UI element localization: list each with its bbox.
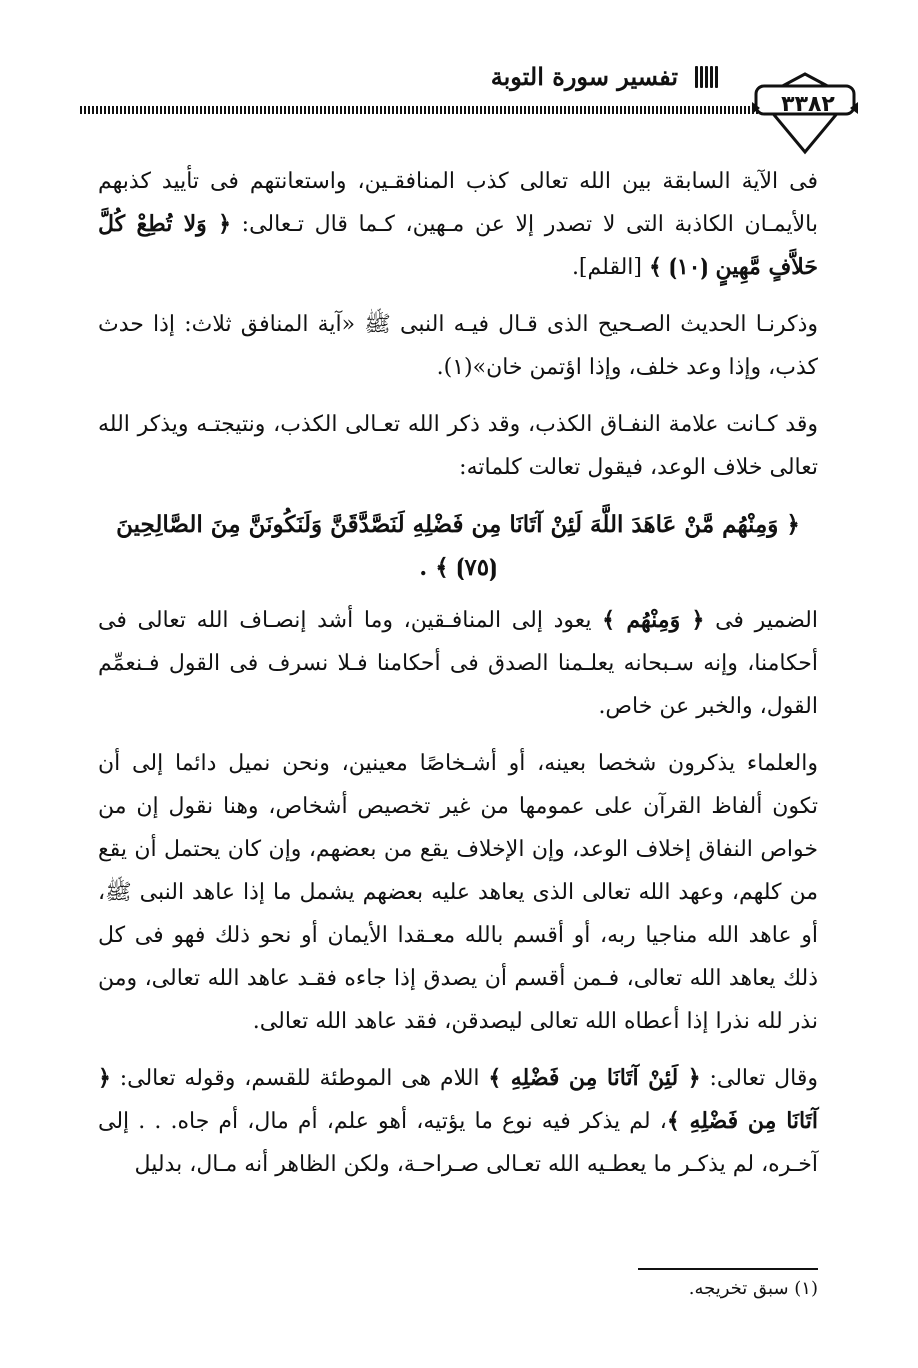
paragraph-2: وذكرنـا الحديث الصـحيح الذى قـال فيـه النبى ﷺ «آية المنافق ثلاث: إذا حدث كذب، وإذا وعد خلف، وإذا اؤتمن خان»(١).: [98, 312, 818, 380]
quran-verse: ﴿ وَمِنْهُم مَّنْ عَاهَدَ اللَّهَ لَئِنْ آتَانَا مِن فَضْلِهِ لَنَصَّدَّقَنَّ وَلَنَكُونَنَّ مِنَ الصَّالِحِينَ ⦗٧٥⦘ ﴾ .: [116, 511, 800, 581]
paragraph-4: الضمير فى ﴿ وَمِنْهُم ﴾ يعود إلى المنافـقين، وما أشد إنصـاف الله تعالى فى أحكامنا، وإنه سـبحانه يعلـمنا الصدق فى أحكامنا فـلا نسرف فى القول فـنعمِّم القول، والخبر عن خاص.: [98, 607, 818, 719]
footnote-rule: [638, 1268, 818, 1270]
quran-quote: ﴿ وَمِنْهُم ﴾: [602, 607, 705, 633]
quran-quote: ﴿ وَلا تُطِعْ كُلَّ حَلاَّفٍ مَّهِينٍ ⦗١٠⦘ ﴾: [98, 211, 818, 280]
paragraph-5: والعلماء يذكرون شخصا بعينه، أو أشـخاصًا معينين، ونحن نميل دائما إلى أن تكون ألفاظ القرآن على عمومها من غير تخصيص أشخاص، وهنا نقول إن من خواص النفاق إخلاف الوعد، وإن الإخلاف يقع من بعضهم، وإن كان يحتمل أن يقع من كلهم، وعهد الله تعالى الذى يعاهد عليه بعضهم يشمل ما إذا عاهد النبى ﷺ، أو عاهد الله مناجيا ربه، أو أقسم بالله معـقدا الأيمان أو نحو ذلك فهو فى كل ذلك يعاهد الله تعالى، فـمن أقسم أن يصدق إذا جاءه فقـد عاهد الله تعالى، ومن نذر لله نذرا إذا أعطاه الله تعالى ليصدقن، فقد عاهد الله تعالى.: [98, 751, 818, 1034]
running-title: تفسير سورة التوبة: [490, 62, 678, 91]
header-rule: [80, 106, 760, 114]
paragraph-6: وقال تعالى: ﴿ لَئِنْ آتَانَا مِن فَضْلِهِ ﴾ اللام هى الموطئة للقسم، وقوله تعالى: ﴿ آتَانَا مِن فَضْلِهِ ﴾، لم يذكر فيه نوع ما يؤتيه، أهو علم، أم مال، أم جاه. . . إلى آخـره، لم يذكـر ما يعطـيه الله تعـالى صـراحـة، ولكن الظاهر أنه مـال، بدليل: [98, 1065, 818, 1177]
footnote: (١) سبق تخريجه.: [688, 1278, 818, 1299]
ornament-icon: [692, 66, 718, 88]
quran-quote: ﴿ لَئِنْ آتَانَا مِن فَضْلِهِ ﴾: [488, 1065, 701, 1091]
main-text: [98, 160, 818, 1200]
paragraph-1: فى الآية السابقة بين الله تعالى كذب المنافقـين، واستعانتهم فى تأييد كذبهم بالأيمـان الكاذبة التى لا تصدر إلا عن مـهين، كـما قال تـعالى: ﴿ وَلا تُطِعْ كُلَّ حَلاَّفٍ مَّهِينٍ ⦗١٠⦘ ﴾ [القلم].: [98, 169, 818, 280]
page-header: [0, 56, 918, 156]
page-number: ٣٣٨٢: [781, 92, 835, 117]
quran-quote: ﴿ آتَانَا مِن فَضْلِهِ ﴾: [98, 1065, 818, 1134]
paragraph-3: وقد كـانت علامة النفـاق الكذب، وقد ذكر الله تعـالى الكذب، ونتيجتـه ويذكر الله تعالى خلاف الوعد، فيقول تعالت كلماته:: [98, 412, 818, 480]
